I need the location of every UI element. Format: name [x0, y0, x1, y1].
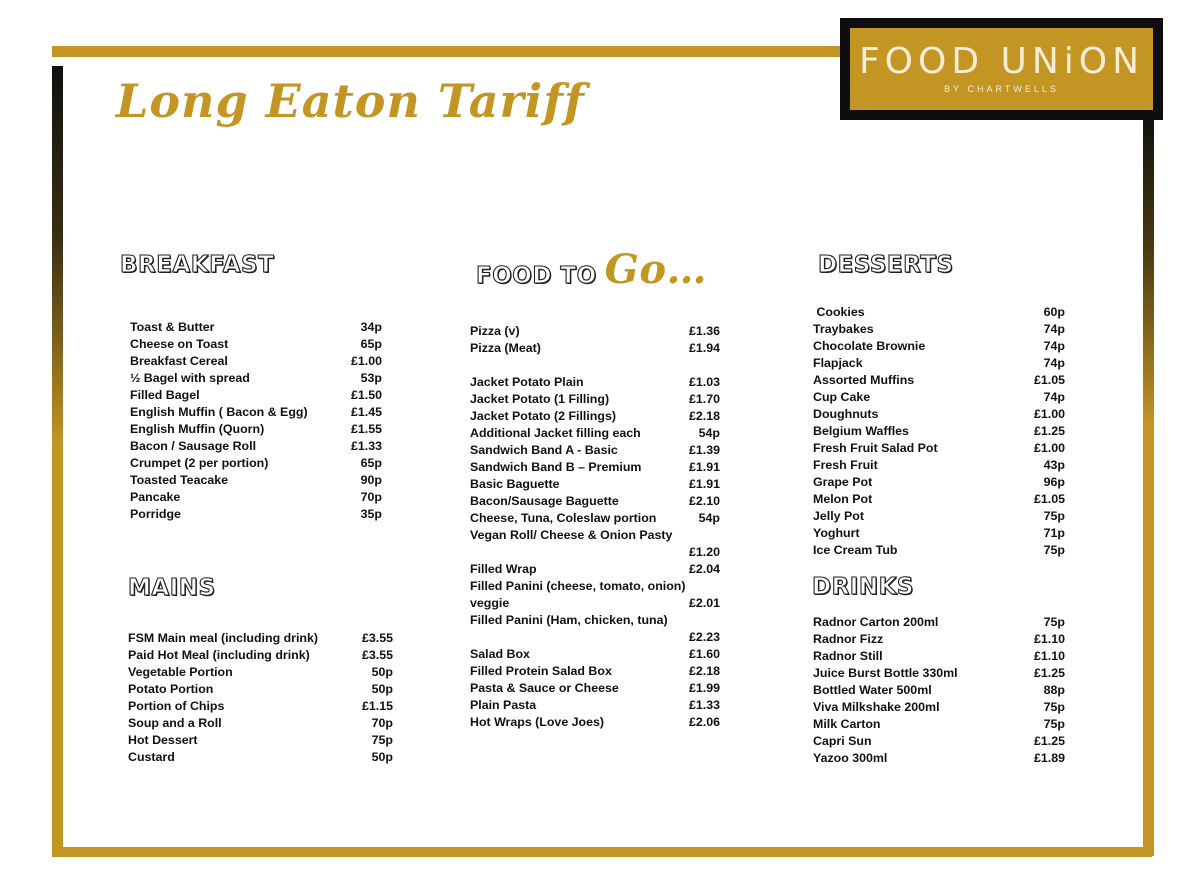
- menu-item: [813, 733, 1065, 750]
- item-name: Portion of Chips: [128, 699, 225, 713]
- item-price: £1.33: [688, 698, 720, 712]
- item-price: 88p: [1043, 683, 1065, 697]
- item-price: 65p: [360, 456, 382, 470]
- menu-item: [813, 440, 1065, 457]
- item-name: Pancake: [130, 490, 181, 504]
- menu-item: [470, 425, 720, 442]
- menu-item: [813, 508, 1065, 525]
- item-name: Breakfast Cereal: [130, 354, 228, 368]
- menu-item-continued: [470, 544, 720, 561]
- mains-list: [128, 630, 393, 766]
- item-name: Capri Sun: [813, 734, 872, 748]
- item-name: Filled Panini (Ham, chicken, tuna): [470, 613, 668, 627]
- item-price: 34p: [360, 320, 382, 334]
- food-to-go-heading: [476, 246, 707, 293]
- menu-item-continued: [470, 595, 720, 612]
- item-name: Cup Cake: [813, 390, 871, 404]
- item-name: ½ Bagel with spread: [130, 371, 250, 385]
- item-price: £2.10: [688, 494, 720, 508]
- item-price: £1.39: [688, 443, 720, 457]
- brand-logo-panel: [850, 28, 1153, 110]
- item-name: Fresh Fruit: [813, 458, 878, 472]
- menu-item: [470, 459, 720, 476]
- item-price: 70p: [371, 716, 393, 730]
- item-price: 50p: [371, 665, 393, 679]
- item-price: 96p: [1043, 475, 1065, 489]
- menu-item: [470, 374, 720, 391]
- item-price: 53p: [360, 371, 382, 385]
- item-name: Fresh Fruit Salad Pot: [813, 441, 938, 455]
- menu-item-continued: [470, 629, 720, 646]
- item-name: Vegetable Portion: [128, 665, 233, 679]
- item-name: Filled Protein Salad Box: [470, 664, 612, 678]
- menu-item: [813, 631, 1065, 648]
- item-name: Grape Pot: [813, 475, 873, 489]
- item-name: Flapjack: [813, 356, 863, 370]
- item-name: Milk Carton: [813, 717, 881, 731]
- item-price: £2.06: [688, 715, 720, 729]
- menu-item: [813, 716, 1065, 733]
- item-name: Cheese, Tuna, Coleslaw portion: [470, 511, 657, 525]
- item-name: Yoghurt: [813, 526, 860, 540]
- item-name: Pizza (Meat): [470, 341, 541, 355]
- menu-item: [470, 612, 720, 629]
- item-name: Plain Pasta: [470, 698, 537, 712]
- item-name: English Muffin (Quorn): [130, 422, 265, 436]
- menu-item: [813, 525, 1065, 542]
- menu-item: [130, 455, 382, 472]
- menu-item: [130, 353, 382, 370]
- item-name: Pizza (v): [470, 324, 520, 338]
- item-price: £1.60: [688, 647, 720, 661]
- item-name: Hot Dessert: [128, 733, 198, 747]
- item-name: Doughnuts: [813, 407, 879, 421]
- item-price: £1.50: [350, 388, 382, 402]
- item-price: £1.36: [688, 324, 720, 338]
- menu-item: [130, 319, 382, 336]
- menu-item: [130, 370, 382, 387]
- menu-item: [813, 665, 1065, 682]
- item-name: Toasted Teacake: [130, 473, 229, 487]
- item-name: Potato Portion: [128, 682, 214, 696]
- desserts-heading: DESSERTS: [818, 252, 954, 278]
- item-price: £1.45: [350, 405, 382, 419]
- item-name: Basic Baguette: [470, 477, 560, 491]
- menu-item: [130, 506, 382, 523]
- item-name: Ice Cream Tub: [813, 543, 898, 557]
- item-price: £1.94: [688, 341, 720, 355]
- item-price: 50p: [371, 750, 393, 764]
- menu-item: [813, 406, 1065, 423]
- menu-item: [470, 646, 720, 663]
- item-price: £1.00: [1033, 407, 1065, 421]
- item-price: £3.55: [361, 648, 393, 662]
- menu-item: [130, 472, 382, 489]
- item-name: Jacket Potato (2 Fillings): [470, 409, 616, 423]
- item-price: 75p: [1043, 717, 1065, 731]
- item-price: £2.18: [688, 664, 720, 678]
- menu-item: [470, 476, 720, 493]
- item-name: Jacket Potato Plain: [470, 375, 584, 389]
- breakfast-list: [130, 319, 382, 523]
- item-name: Crumpet (2 per portion): [130, 456, 269, 470]
- item-price: £1.91: [688, 477, 720, 491]
- item-price: 75p: [1043, 700, 1065, 714]
- item-name: Radnor Still: [813, 649, 883, 663]
- menu-item: [470, 561, 720, 578]
- item-price: 65p: [360, 337, 382, 351]
- item-name: Sandwich Band A - Basic: [470, 443, 618, 457]
- desserts-list: [813, 304, 1065, 559]
- item-name: Radnor Carton 200ml: [813, 615, 939, 629]
- item-price: 74p: [1043, 339, 1065, 353]
- menu-item: [470, 680, 720, 697]
- menu-item: [470, 527, 720, 544]
- item-name: Porridge: [130, 507, 181, 521]
- item-name: Paid Hot Meal (including drink): [128, 648, 310, 662]
- item-price: 74p: [1043, 390, 1065, 404]
- item-price: £1.00: [1033, 441, 1065, 455]
- menu-item: [813, 474, 1065, 491]
- menu-item: [813, 648, 1065, 665]
- menu-item: [470, 663, 720, 680]
- food-to-go-list: [470, 323, 720, 731]
- menu-item: [813, 372, 1065, 389]
- item-price: 74p: [1043, 356, 1065, 370]
- menu-item: [470, 442, 720, 459]
- item-name: Yazoo 300ml: [813, 751, 888, 765]
- item-price: £1.33: [350, 439, 382, 453]
- item-price: £1.20: [688, 545, 720, 559]
- list-spacer: [470, 357, 720, 374]
- drinks-list: [813, 614, 1065, 767]
- menu-item: [813, 355, 1065, 372]
- brand-logo-name: FOOD UNiON: [858, 41, 1145, 82]
- brand-logo: [840, 18, 1163, 120]
- item-price: 75p: [1043, 615, 1065, 629]
- item-name: Salad Box: [470, 647, 530, 661]
- item-price: 35p: [360, 507, 382, 521]
- menu-item: [128, 630, 393, 647]
- item-name: Toast & Butter: [130, 320, 215, 334]
- page-title: Long Eaton Tariff: [116, 74, 585, 128]
- menu-item: [813, 682, 1065, 699]
- item-price: 75p: [1043, 509, 1065, 523]
- item-price: 71p: [1043, 526, 1065, 540]
- item-price: £1.00: [350, 354, 382, 368]
- menu-item: [470, 714, 720, 731]
- menu-item: [130, 489, 382, 506]
- item-price: £1.05: [1033, 492, 1065, 506]
- item-price: £1.05: [1033, 373, 1065, 387]
- item-price: 60p: [1043, 305, 1065, 319]
- item-price: £2.01: [688, 596, 720, 610]
- menu-item: [813, 321, 1065, 338]
- item-name: Viva Milkshake 200ml: [813, 700, 940, 714]
- menu-item: [130, 438, 382, 455]
- item-price: £1.99: [688, 681, 720, 695]
- menu-item: [813, 614, 1065, 631]
- frame-bottom-bar: [52, 847, 1152, 857]
- item-name: Bacon/Sausage Baguette: [470, 494, 619, 508]
- menu-item: [128, 681, 393, 698]
- menu-item: [470, 340, 720, 357]
- brand-logo-subtitle: BY CHARTWELLS: [944, 84, 1059, 94]
- menu-item: [813, 423, 1065, 440]
- item-name: Jelly Pot: [813, 509, 864, 523]
- item-price: £1.10: [1033, 649, 1065, 663]
- item-name: Vegan Roll/ Cheese & Onion Pasty: [470, 528, 673, 542]
- item-name-line2: veggie: [470, 596, 510, 610]
- menu-item: [470, 493, 720, 510]
- item-name: Hot Wraps (Love Joes): [470, 715, 605, 729]
- frame-top-bar: [52, 46, 852, 57]
- menu-item: [128, 647, 393, 664]
- item-price: £1.89: [1033, 751, 1065, 765]
- item-name: Cookies: [813, 305, 865, 319]
- item-name: Bacon / Sausage Roll: [130, 439, 257, 453]
- menu-item: [130, 387, 382, 404]
- menu-item: [128, 715, 393, 732]
- mains-heading: MAINS: [128, 575, 216, 601]
- menu-item: [128, 698, 393, 715]
- drinks-heading: DRINKS: [812, 574, 914, 600]
- item-name: Belgium Waffles: [813, 424, 909, 438]
- menu-item: [813, 491, 1065, 508]
- item-price: 75p: [371, 733, 393, 747]
- menu-item: [130, 404, 382, 421]
- item-name: Custard: [128, 750, 175, 764]
- item-name: Sandwich Band B – Premium: [470, 460, 642, 474]
- menu-item: [470, 408, 720, 425]
- item-price: 90p: [360, 473, 382, 487]
- item-name: Jacket Potato (1 Filling): [470, 392, 610, 406]
- item-name: Assorted Muffins: [813, 373, 915, 387]
- item-price: £1.25: [1033, 666, 1065, 680]
- item-name: Filled Panini (cheese, tomato, onion): [470, 579, 686, 593]
- item-price: £1.25: [1033, 424, 1065, 438]
- item-price: 70p: [360, 490, 382, 504]
- item-name: Traybakes: [813, 322, 874, 336]
- item-name: Juice Burst Bottle 330ml: [813, 666, 958, 680]
- menu-item: [130, 336, 382, 353]
- item-price: 54p: [698, 511, 720, 525]
- item-price: 50p: [371, 682, 393, 696]
- item-price: £3.55: [361, 631, 393, 645]
- item-price: £1.55: [350, 422, 382, 436]
- item-price: 43p: [1043, 458, 1065, 472]
- item-price: 54p: [698, 426, 720, 440]
- item-price: £1.91: [688, 460, 720, 474]
- menu-item: [128, 664, 393, 681]
- item-price: £1.10: [1033, 632, 1065, 646]
- food-to-go-heading-text: FOOD TO: [476, 263, 597, 289]
- menu-item: [130, 421, 382, 438]
- menu-item: [813, 457, 1065, 474]
- item-price: £1.03: [688, 375, 720, 389]
- item-name: Additional Jacket filling each: [470, 426, 641, 440]
- item-price: 74p: [1043, 322, 1065, 336]
- menu-item: [813, 542, 1065, 559]
- menu-item: [128, 749, 393, 766]
- breakfast-heading: BREAKFAST: [120, 252, 275, 278]
- item-name: English Muffin ( Bacon & Egg): [130, 405, 308, 419]
- item-name: Soup and a Roll: [128, 716, 222, 730]
- item-name: Melon Pot: [813, 492, 873, 506]
- item-name: Cheese on Toast: [130, 337, 229, 351]
- menu-item: [813, 338, 1065, 355]
- item-price: 75p: [1043, 543, 1065, 557]
- menu-item: [813, 389, 1065, 406]
- menu-item: [813, 750, 1065, 767]
- food-to-go-heading-go: Go…: [604, 246, 707, 293]
- item-name: Radnor Fizz: [813, 632, 884, 646]
- menu-item: [470, 697, 720, 714]
- item-price: £2.23: [688, 630, 720, 644]
- item-price: £1.25: [1033, 734, 1065, 748]
- item-name: Chocolate Brownie: [813, 339, 926, 353]
- item-name: Filled Bagel: [130, 388, 200, 402]
- item-price: £1.15: [361, 699, 393, 713]
- item-price: £2.04: [688, 562, 720, 576]
- item-name: FSM Main meal (including drink): [128, 631, 318, 645]
- item-name: Bottled Water 500ml: [813, 683, 932, 697]
- menu-item: [813, 699, 1065, 716]
- menu-item: [470, 391, 720, 408]
- item-price: £1.70: [688, 392, 720, 406]
- menu-item: [470, 510, 720, 527]
- frame-right-bar: [1143, 116, 1154, 856]
- item-name: Pasta & Sauce or Cheese: [470, 681, 619, 695]
- item-name: Filled Wrap: [470, 562, 537, 576]
- frame-left-bar: [52, 66, 63, 856]
- menu-item: [128, 732, 393, 749]
- item-price: £2.18: [688, 409, 720, 423]
- menu-item: [813, 304, 1065, 321]
- menu-item: [470, 323, 720, 340]
- menu-item: [470, 578, 720, 595]
